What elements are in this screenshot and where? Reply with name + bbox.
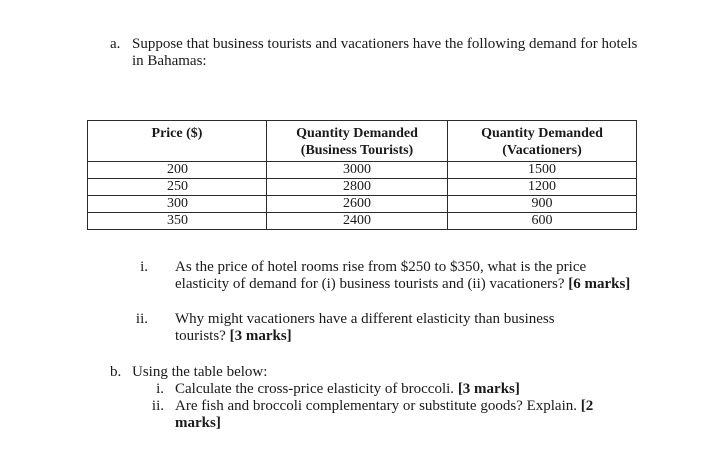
cell-vacationers: 1200: [448, 179, 637, 196]
header-business-tourists: Quantity Demanded (Business Tourists): [267, 121, 448, 162]
question-marks: [6 marks]: [568, 276, 631, 292]
header-vacationers: Quantity Demanded (Vacationers): [448, 121, 637, 162]
table-header-row: [88, 121, 637, 162]
cell-vacationers: 1500: [448, 162, 637, 179]
cell-business: 3000: [267, 162, 448, 179]
part-b-label: b.: [110, 364, 122, 380]
part-a-question: Suppose that business tourists and vacationers have the following demand for hotels in Bahamas:: [132, 36, 638, 69]
cell-price: 350: [88, 213, 267, 230]
question-marks: [3 marks]: [229, 328, 292, 344]
cell-price: 250: [88, 179, 267, 196]
question-text: [175, 311, 595, 345]
table-row: [88, 179, 637, 196]
table-row: [88, 162, 637, 179]
part-b-intro: Using the table below:: [132, 364, 268, 380]
question-text: [175, 381, 635, 398]
question-marks: [3 marks]: [457, 381, 520, 397]
question-body: As the price of hotel rooms rise from $250 to $350, what is the price elasticity of demand for (i) business tourists and (ii) vacationers?: [175, 259, 587, 292]
question-text: [175, 259, 635, 293]
question-number: ii.: [151, 398, 164, 414]
header-price: Price ($): [88, 121, 267, 162]
cell-price: 200: [88, 162, 267, 179]
cell-price: 300: [88, 196, 267, 213]
question-number: i.: [156, 381, 164, 397]
question-body: Why might vacationers have a different elasticity than business tourists?: [175, 311, 555, 344]
table-row: [88, 196, 637, 213]
question-body: Are fish and broccoli complementary or substitute goods? Explain.: [175, 398, 577, 414]
question-text: [175, 398, 635, 432]
demand-table: [87, 120, 637, 230]
question-number: ii.: [135, 311, 148, 327]
cell-business: 2400: [267, 213, 448, 230]
cell-business: 2800: [267, 179, 448, 196]
cell-business: 2600: [267, 196, 448, 213]
cell-vacationers: 600: [448, 213, 637, 230]
question-marks: [2 marks]: [175, 398, 594, 431]
question-body: Calculate the cross-price elasticity of broccoli.: [175, 381, 455, 397]
table-row: [88, 213, 637, 230]
question-number: i.: [140, 259, 148, 275]
part-a-label: a.: [110, 36, 121, 52]
cell-vacationers: 900: [448, 196, 637, 213]
